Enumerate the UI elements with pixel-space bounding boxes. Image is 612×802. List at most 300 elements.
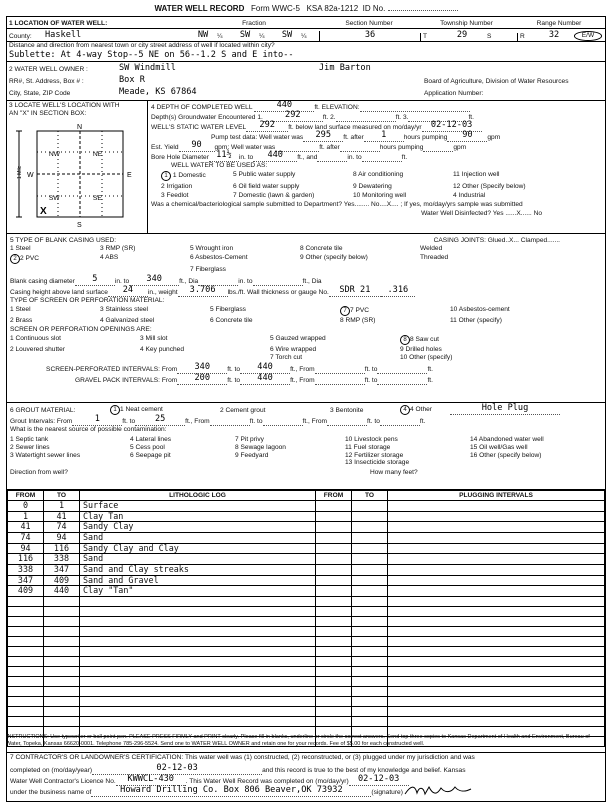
screen-steel[interactable]: 1 Steel — [10, 306, 31, 313]
log-lithology[interactable] — [80, 646, 316, 656]
gpi-from[interactable]: 200 — [177, 374, 227, 385]
screen-other[interactable]: 11 Other (specify) — [450, 317, 502, 325]
gpi-from-label: From — [161, 377, 178, 385]
casing-joints[interactable]: CASING JOINTS: Glued..X... Clamped....... — [433, 237, 560, 245]
use-feedlot[interactable]: 3 Feedlot — [161, 191, 189, 199]
log-lithology[interactable]: Sand — [80, 532, 316, 543]
signature[interactable] — [403, 783, 473, 797]
use-other[interactable]: 12 Other (Specify below) — [453, 182, 526, 190]
distance-value[interactable]: Sublette: At 4-way Stop--5 NE on 56--1.2 S and E into-- — [9, 50, 294, 60]
plug-to[interactable] — [352, 676, 388, 686]
casing-rmp[interactable]: 3 RMP (SR) — [100, 245, 136, 252]
plug-interval[interactable] — [388, 676, 605, 686]
plug-from[interactable] — [316, 696, 352, 706]
form-title: WATER WELL RECORD — [154, 4, 245, 13]
log-lithology[interactable] — [80, 616, 316, 626]
plug-interval[interactable] — [388, 686, 605, 696]
elevation-label: ft. ELEVATION: — [314, 104, 360, 112]
casing-gauge-2[interactable]: .316 — [381, 286, 415, 297]
use-oilfield[interactable]: 6 Oil field water supply — [233, 182, 300, 190]
log-lithology[interactable]: Clay Tan — [80, 511, 316, 522]
disinfected[interactable]: Water Well Disinfected? Yes ......X...... No — [421, 210, 542, 217]
casing-fiberglass[interactable]: 7 Fiberglass — [190, 265, 226, 273]
city-label: City, State, ZIP Code — [9, 90, 71, 98]
use-public[interactable]: 5 Public water supply — [233, 171, 296, 178]
quarter-3[interactable]: SW — [281, 30, 293, 41]
contam-cess[interactable]: 5 Cess pool — [130, 443, 165, 451]
plug-interval[interactable] — [388, 626, 605, 636]
plug-from[interactable] — [316, 666, 352, 676]
plug-interval[interactable] — [388, 596, 605, 606]
log-from[interactable] — [8, 676, 44, 686]
log-row — [8, 696, 605, 706]
static-level-label: WELL'S STATIC WATER LEVEL — [151, 124, 247, 132]
log-lithology[interactable] — [80, 656, 316, 666]
plug-interval[interactable] — [388, 501, 605, 512]
log-row — [8, 554, 605, 565]
opening-other[interactable]: 10 Other (specify) — [400, 354, 453, 362]
plug-to[interactable] — [352, 646, 388, 656]
quarter-1[interactable]: NW — [197, 30, 209, 41]
log-from[interactable]: 0 — [8, 501, 44, 512]
pump-gpm[interactable]: 90 — [447, 131, 487, 142]
screen-stainless[interactable]: 3 Stainless steel — [100, 306, 149, 313]
plug-interval[interactable] — [388, 646, 605, 656]
plug-interval[interactable] — [388, 706, 605, 716]
grout-neat[interactable]: 1 1 Neat cement — [110, 405, 220, 415]
contam-watertight[interactable]: 3 Watertight sewer lines — [10, 451, 81, 459]
bore-diameter-2[interactable] — [317, 161, 347, 162]
log-to[interactable] — [44, 636, 80, 646]
contam-lagoon[interactable]: 8 Sewage lagoon — [235, 443, 286, 451]
form-frame — [6, 16, 606, 802]
log-to[interactable] — [44, 666, 80, 676]
pump-after: ft. after — [343, 134, 364, 142]
log-from[interactable] — [8, 706, 44, 716]
log-lithology[interactable] — [80, 706, 316, 716]
log-lithology[interactable]: Sand and Clay streaks — [80, 564, 316, 575]
log-to[interactable] — [44, 656, 80, 666]
casing-dia[interactable]: 5 — [75, 275, 115, 286]
log-to[interactable]: 347 — [44, 564, 80, 575]
plug-from[interactable] — [316, 575, 352, 586]
contam-septic[interactable]: 1 Septic tank — [10, 436, 49, 443]
plug-from[interactable] — [316, 501, 352, 512]
plug-interval[interactable] — [388, 522, 605, 533]
township-value[interactable]: 29 — [456, 30, 468, 41]
log-from[interactable] — [8, 596, 44, 606]
opening-key[interactable]: 4 Key punched — [140, 345, 184, 353]
plug-interval[interactable] — [388, 511, 605, 522]
static-level-date[interactable]: 02-12-03 — [422, 121, 482, 132]
log-from[interactable]: 94 — [8, 543, 44, 554]
screen-rmp[interactable]: 8 RMP (SR) — [340, 317, 376, 325]
log-to[interactable]: 94 — [44, 532, 80, 543]
log-lithology[interactable] — [80, 696, 316, 706]
log-lithology[interactable] — [80, 636, 316, 646]
log-row — [8, 636, 605, 646]
business-name[interactable]: Howard Drilling Co. Box 806 Beaver,OK 73932 — [91, 786, 371, 797]
plug-interval[interactable] — [388, 575, 605, 586]
grout-to[interactable]: 25 — [135, 415, 185, 426]
opening-wire[interactable]: 6 Wire wrapped — [270, 345, 317, 353]
contam-oilgas[interactable]: 15 Oil well/Gas well — [470, 443, 528, 451]
signature-label: (signature) — [371, 789, 403, 797]
s1-title: 1 LOCATION OF WATER WELL: — [9, 20, 108, 28]
use-air[interactable]: 8 Air conditioning — [353, 171, 404, 178]
bore-to[interactable]: 440 — [253, 151, 297, 162]
use-industrial[interactable]: 4 Industrial — [453, 191, 486, 199]
casing-concrete[interactable]: 8 Concrete tile — [300, 245, 343, 252]
plug-from[interactable] — [316, 596, 352, 606]
plug-to[interactable] — [352, 606, 388, 616]
address-label: RR#, St. Address, Box # : — [9, 78, 84, 86]
county-value[interactable]: Haskell — [45, 30, 82, 41]
spi-from-2[interactable] — [315, 373, 365, 374]
plug-to[interactable] — [352, 666, 388, 676]
opening-continuous[interactable]: 1 Continuous slot — [10, 335, 61, 342]
screen-asbestos[interactable]: 10 Asbestos-cement — [450, 306, 510, 313]
well-location-mark[interactable]: X — [40, 206, 47, 217]
owner-name-2[interactable]: Jim Barton — [319, 63, 371, 74]
casing-dia-to[interactable]: 340 — [129, 275, 179, 286]
log-lithology[interactable]: Sand — [80, 554, 316, 565]
screen-galvanized[interactable]: 4 Galvanized steel — [100, 317, 155, 325]
yield-hours[interactable] — [340, 151, 380, 152]
casing-pvc[interactable]: 2 2 PVC — [10, 254, 100, 266]
log-row — [8, 564, 605, 575]
log-from[interactable]: 1 — [8, 511, 44, 522]
pump-tail: hours pumping — [403, 134, 448, 142]
completed-date[interactable]: 02-12-03 — [92, 764, 262, 775]
plug-to[interactable] — [352, 586, 388, 597]
plug-interval[interactable] — [388, 656, 605, 666]
contam-feedyard[interactable]: 9 Feedyard — [235, 451, 269, 459]
log-to[interactable] — [44, 626, 80, 636]
plug-from[interactable] — [316, 636, 352, 646]
log-header-lithology: LITHOLOGIC LOG — [80, 491, 316, 501]
plug-to[interactable] — [352, 716, 388, 726]
plug-to[interactable] — [352, 596, 388, 606]
spi-to[interactable]: 440 — [240, 363, 290, 374]
licence-number[interactable]: KWWCL-430 — [116, 775, 186, 786]
plug-from[interactable] — [316, 532, 352, 543]
quarter-sym-1: ¼ — [217, 33, 223, 41]
log-lithology[interactable]: Sandy Clay — [80, 522, 316, 533]
contam-fuel[interactable]: 11 Fuel storage — [345, 443, 391, 451]
contam-livestock[interactable]: 10 Livestock pens — [345, 436, 398, 443]
log-from[interactable] — [8, 616, 44, 626]
screen-concrete[interactable]: 6 Concrete tile — [210, 317, 253, 325]
id-field[interactable] — [388, 10, 458, 11]
log-from[interactable] — [8, 656, 44, 666]
use-monitoring[interactable]: 10 Monitoring well — [353, 191, 407, 199]
plug-to[interactable] — [352, 522, 388, 533]
plug-to[interactable] — [352, 532, 388, 543]
section-value[interactable]: 36 — [319, 31, 420, 41]
plug-to[interactable] — [352, 511, 388, 522]
plug-interval[interactable] — [388, 696, 605, 706]
gpi-to[interactable]: 440 — [240, 374, 290, 385]
log-to[interactable] — [44, 696, 80, 706]
log-lithology[interactable] — [80, 606, 316, 616]
grout-tail-2: ft., From — [302, 418, 328, 426]
plug-from[interactable] — [316, 706, 352, 716]
log-from[interactable]: 41 — [8, 522, 44, 533]
plug-to[interactable] — [352, 616, 388, 626]
log-lithology[interactable] — [80, 666, 316, 676]
pump-hours[interactable]: 1 — [364, 131, 404, 142]
address-value[interactable]: Box R — [119, 75, 145, 86]
log-to[interactable]: 338 — [44, 554, 80, 565]
plug-to[interactable] — [352, 706, 388, 716]
log-from[interactable] — [8, 646, 44, 656]
casing-height[interactable]: 24 — [108, 286, 148, 297]
plug-from[interactable] — [316, 554, 352, 565]
owner-name[interactable]: SW Windmill — [119, 63, 176, 74]
screen-pvc[interactable]: 7 7 PVC — [340, 306, 450, 317]
opening-louvered[interactable]: 2 Louvered shutter — [10, 345, 65, 353]
opening-mill[interactable]: 3 Mill slot — [140, 335, 168, 342]
joint-threaded[interactable]: Threaded — [420, 254, 449, 262]
yield-after: ft. after — [319, 144, 340, 152]
log-lithology[interactable]: Sand and Gravel — [80, 575, 316, 586]
casing-steel[interactable]: 1 Steel — [10, 245, 31, 252]
opening-gauzed[interactable]: 5 Gauzed wrapped — [270, 335, 326, 342]
grout-from-3[interactable] — [327, 425, 367, 426]
record-date[interactable]: 02-12-03 — [349, 775, 409, 786]
log-to[interactable]: 74 — [44, 522, 80, 533]
log-lithology[interactable] — [80, 676, 316, 686]
contam-lateral[interactable]: 4 Lateral lines — [130, 436, 172, 443]
plug-from[interactable] — [316, 564, 352, 575]
casing-dia-to-2[interactable] — [253, 285, 303, 286]
plug-interval[interactable] — [388, 554, 605, 565]
range-value[interactable]: 32 — [548, 30, 560, 41]
yield-value[interactable]: 90 — [179, 141, 215, 152]
gpi-from-2[interactable] — [315, 384, 365, 385]
use-injection[interactable]: 11 Injection well — [453, 171, 500, 178]
log-from[interactable] — [8, 626, 44, 636]
log-lithology[interactable] — [80, 716, 316, 726]
mile-label: 1 Mile — [17, 165, 23, 179]
use-irrigation[interactable]: 2 Irrigation — [161, 182, 193, 190]
plug-to[interactable] — [352, 656, 388, 666]
log-lithology[interactable]: Sandy Clay and Clay — [80, 543, 316, 554]
gpi-to2-label: ft. to — [364, 377, 378, 385]
bore-diameter[interactable]: 11½ — [209, 151, 239, 162]
log-from[interactable] — [8, 686, 44, 696]
section-log — [7, 490, 605, 753]
casing-asbestos[interactable]: 6 Asbestos-Cement — [190, 254, 248, 262]
log-from[interactable] — [8, 666, 44, 676]
plug-to[interactable] — [352, 554, 388, 565]
plug-from[interactable] — [316, 676, 352, 686]
use-options — [151, 171, 602, 201]
log-from[interactable]: 116 — [8, 554, 44, 565]
groundwater-1[interactable]: 292 — [263, 111, 323, 122]
log-lithology[interactable] — [80, 626, 316, 636]
casing-weight[interactable]: 3.706 — [178, 286, 228, 297]
contam-seepage[interactable]: 6 Seepage pit — [130, 451, 171, 459]
use-lawn[interactable]: 7 Domestic (lawn & garden) — [233, 191, 315, 199]
opening-torch[interactable]: 7 Torch cut — [270, 354, 303, 362]
log-to[interactable]: 1 — [44, 501, 80, 512]
log-from[interactable] — [8, 696, 44, 706]
plug-interval[interactable] — [388, 543, 605, 554]
plug-to[interactable] — [352, 501, 388, 512]
gpi-to-2[interactable] — [377, 384, 427, 385]
ne-label: NE — [93, 151, 103, 158]
sw-label: SW — [49, 195, 60, 202]
plug-from[interactable] — [316, 586, 352, 597]
static-level[interactable]: 292 — [246, 121, 288, 132]
spi-from[interactable]: 340 — [177, 363, 227, 374]
grout-to-2[interactable] — [263, 425, 303, 426]
log-from[interactable] — [8, 716, 44, 726]
quarter-sym-3: ¼ — [301, 33, 307, 41]
plug-to[interactable] — [352, 626, 388, 636]
plug-from[interactable] — [316, 522, 352, 533]
log-to[interactable]: 440 — [44, 586, 80, 597]
completed-label: completed on (mo/day/year) — [10, 767, 93, 775]
quarter-2[interactable]: SW — [239, 30, 251, 41]
opening-saw[interactable]: 8 8 Saw cut — [400, 335, 560, 346]
log-to[interactable]: 116 — [44, 543, 80, 554]
contam-other[interactable]: 16 Other (specify below) — [470, 451, 542, 459]
log-to[interactable] — [44, 616, 80, 626]
plug-interval[interactable] — [388, 636, 605, 646]
casing-gauge[interactable]: SDR 21 — [329, 286, 381, 297]
log-to[interactable]: 41 — [44, 511, 80, 522]
plug-from[interactable] — [316, 626, 352, 636]
log-to[interactable]: 409 — [44, 575, 80, 586]
spi-to-2[interactable] — [377, 373, 427, 374]
groundwater-2[interactable] — [336, 121, 396, 122]
grout-other[interactable]: 4 4 Other — [400, 405, 450, 415]
plug-interval[interactable] — [388, 606, 605, 616]
bore-to-2[interactable] — [362, 161, 402, 162]
plug-to[interactable] — [352, 686, 388, 696]
log-from[interactable]: 409 — [8, 586, 44, 597]
contam-abandoned[interactable]: 14 Abandoned water well — [470, 436, 544, 443]
pump-value[interactable]: 295 — [303, 131, 343, 142]
plug-from[interactable] — [316, 716, 352, 726]
plug-to[interactable] — [352, 575, 388, 586]
log-lithology[interactable]: Surface — [80, 501, 316, 512]
log-row — [8, 543, 605, 554]
casing-abs[interactable]: 4 ABS — [100, 254, 119, 262]
plug-interval[interactable] — [388, 716, 605, 726]
grout-to-3[interactable] — [380, 425, 420, 426]
north-label: N — [77, 124, 83, 131]
section-locate — [7, 101, 148, 233]
log-to[interactable] — [44, 646, 80, 656]
grout-other-value[interactable]: Hole Plug — [450, 404, 560, 415]
city-value[interactable]: Meade, KS 67864 — [119, 87, 197, 98]
log-from[interactable]: 74 — [8, 532, 44, 543]
plug-to[interactable] — [352, 696, 388, 706]
use-domestic[interactable]: 1 1 Domestic — [161, 171, 233, 183]
screen-brass[interactable]: 2 Brass — [10, 317, 33, 325]
contam-fertilizer[interactable]: 12 Fertilizer storage — [345, 451, 404, 459]
contam-insecticide[interactable]: 13 Insecticide storage — [345, 459, 410, 467]
log-to[interactable] — [44, 676, 80, 686]
log-from[interactable] — [8, 606, 44, 616]
elevation-field[interactable] — [360, 111, 470, 112]
plug-interval[interactable] — [388, 616, 605, 626]
ew-choice[interactable]: E/W — [574, 31, 602, 41]
plug-from[interactable] — [316, 606, 352, 616]
contam-privy[interactable]: 7 Pit privy — [235, 436, 264, 443]
yield-gpm[interactable] — [423, 151, 453, 152]
plug-from[interactable] — [316, 543, 352, 554]
casing-wrought[interactable]: 5 Wrought iron — [190, 245, 234, 252]
log-from[interactable]: 338 — [8, 564, 44, 575]
contam-sewer[interactable]: 2 Sewer lines — [10, 443, 50, 451]
plug-header-intervals: PLUGGING INTERVALS — [388, 491, 605, 501]
grout-to3-label: ft. to — [367, 418, 380, 426]
section-box[interactable] — [7, 123, 147, 231]
log-lithology[interactable] — [80, 596, 316, 606]
application-label: Application Number: — [424, 90, 484, 98]
licence-label: Water Well Contractor's Licence No. — [10, 778, 116, 786]
screen-fiberglass[interactable]: 5 Fiberglass — [210, 306, 246, 313]
plug-to[interactable] — [352, 564, 388, 575]
business-label: under the business name of — [10, 789, 92, 797]
range-label: Range Number — [536, 20, 582, 28]
plug-to[interactable] — [352, 543, 388, 554]
plug-from[interactable] — [316, 511, 352, 522]
well-depth[interactable]: 440 — [254, 101, 314, 112]
record-completed-label: . This Water Well Record was completed on (mo/day/yr) — [185, 778, 349, 786]
grout-bentonite[interactable]: 3 Bentonite — [330, 407, 364, 415]
chem-sample[interactable]: Was a chemical/bacteriological sample submitted to Department? Yes........ No....X.... ; If yes, mo/day/yrs sample was submitted — [151, 201, 523, 208]
gpi-label: GRAVEL PACK INTERVALS: — [74, 377, 160, 385]
gpi-from2-label: ft., From — [290, 377, 315, 385]
log-to[interactable] — [44, 716, 80, 726]
log-to[interactable] — [44, 706, 80, 716]
plug-from[interactable] — [316, 616, 352, 626]
log-to[interactable] — [44, 686, 80, 696]
log-from[interactable] — [8, 636, 44, 646]
log-from[interactable]: 347 — [8, 575, 44, 586]
log-to[interactable] — [44, 596, 80, 606]
grout-cement[interactable]: 2 Cement grout — [220, 407, 266, 415]
cert-line-2b: and this record is true to the best of my knowledge and belief. Kansas — [262, 767, 466, 775]
log-to[interactable] — [44, 606, 80, 616]
plug-interval[interactable] — [388, 532, 605, 543]
log-lithology[interactable] — [80, 686, 316, 696]
grout-from[interactable]: 1 — [72, 415, 122, 426]
county-label: County: — [9, 33, 32, 41]
bore-in: in. to — [347, 154, 362, 162]
joint-welded[interactable]: Welded — [420, 245, 443, 252]
use-dewatering[interactable]: 9 Dewatering — [353, 182, 392, 190]
plug-from[interactable] — [316, 686, 352, 696]
plug-interval[interactable] — [388, 586, 605, 597]
opening-drilled[interactable]: 9 Drilled holes — [400, 345, 442, 353]
grout-from-2[interactable] — [210, 425, 250, 426]
casing-other[interactable]: 9 Other (specify below) — [300, 254, 368, 262]
plug-interval[interactable] — [388, 666, 605, 676]
plug-interval[interactable] — [388, 564, 605, 575]
log-table — [7, 490, 605, 747]
plug-to[interactable] — [352, 636, 388, 646]
plug-from[interactable] — [316, 646, 352, 656]
log-lithology[interactable]: Clay "Tan" — [80, 586, 316, 597]
plug-from[interactable] — [316, 656, 352, 666]
